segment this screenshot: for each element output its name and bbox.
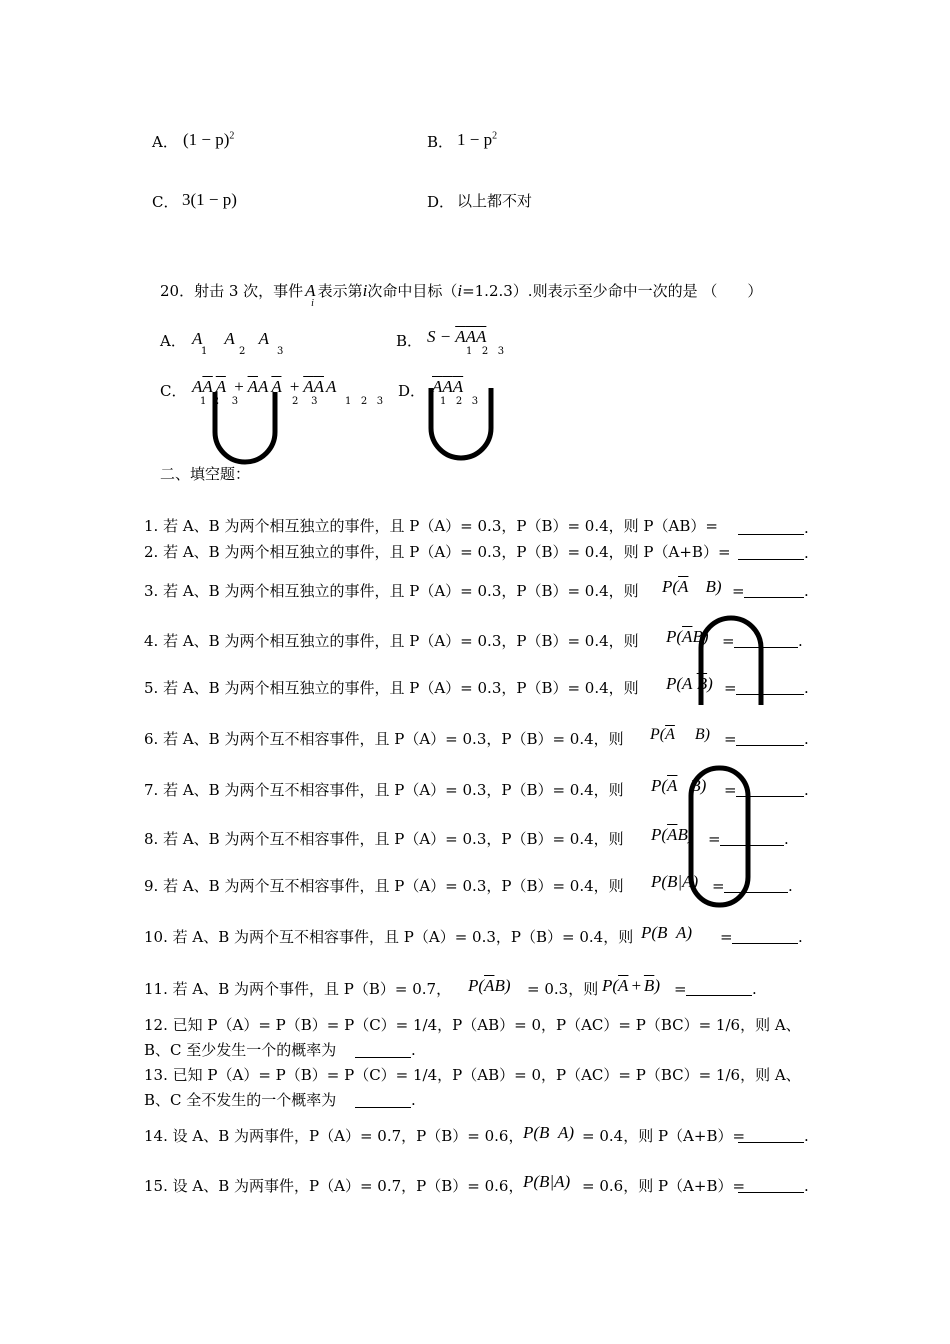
fill-question-14: 14. 设 A、B 为两事件，P（A）= 0.7，P（B）= 0.6， [144,1127,524,1145]
math-expression-15: P(B|A) [523,1172,571,1191]
option-c-label: C． [152,193,179,211]
fill-question-13-line2: B、C 全不发生的一个概率为 [144,1091,337,1109]
math-expression-10: P(B A) [641,923,692,942]
fill-question-15: 15. 设 A、B 为两事件，P（A）= 0.7，P（B）= 0.6， [144,1177,524,1195]
fill-question-9: 9. 若 A、B 为两个互不相容事件，且 P（A）= 0.3，P（B）= 0.4，则 [144,877,624,895]
option-c-expression: 3(1 − p) [182,190,237,209]
q20-option-c-expression: $A\overline{A}$ $\overline{A} + \overline{A}A$ $\overline{A} + \overline{A}\overline{A}$ A [192,377,337,396]
fill-question-10: 10. 若 A、B 为两个互不相容事件，且 P（A）= 0.3，P（B）= 0.4，则 [144,928,634,946]
math-expression-5: P(A $\overline{B}$) [666,674,713,693]
option-a-expression: $(1 - p)^2$ [183,130,235,149]
option-b-label: B． [427,133,454,151]
math-expression-11a: $P(\overline{A}B)$ [468,976,511,995]
q20-option-d-label: D． [398,382,426,400]
oval-stroke [691,768,748,905]
q20-option-d-expression: AAA [432,377,464,396]
event-symbol: A i [305,281,316,309]
fill-question-5: 5. 若 A、B 为两个相互独立的事件，且 P（A）= 0.3，P（B）= 0.4，则 [144,679,639,697]
fill-question-7: 7. 若 A、B 为两个互不相容事件，且 P（A）= 0.3，P（B）= 0.4，则 [144,781,624,799]
math-expression-11b: $P(\overline{A} + \overline{B})$ [602,976,660,995]
fill-question-2: 2. 若 A、B 为两个相互独立的事件，且 P（A）= 0.3，P（B）= 0.4，则 P（A+B）= [144,543,731,561]
q20-option-b-expression: S − AAA [427,327,487,346]
fill-question-13-line1: 13. 已知 P（A）= P（B）= P（C）= 1/4，P（AB）= 0，P（AC）= P（BC）= 1/6，则 A、 [144,1066,801,1084]
math-expression-6: $P(\overline{A}$ B) [650,726,710,743]
section-title: 二、填空题： [160,465,251,483]
fill-question-6: 6. 若 A、B 为两个互不相容事件，且 P（A）= 0.3，P（B）= 0.4，则 [144,730,624,748]
option-d-label: D． [427,193,455,211]
math-expression-7: $P(\overline{A}$ B) [651,776,707,795]
option-b-expression: $1 - p^2$ [457,130,498,149]
q20-option-a-expression: A A A [192,329,270,348]
u-shape-stroke-1 [215,392,275,462]
fill-question-12-line1: 12. 已知 P（A）= P（B）= P（C）= 1/4，P（AB）= 0，P（AC）= P（BC）= 1/6，则 A、 [144,1016,801,1034]
math-expression-3: $P(\overline{A}$ B) [662,577,722,596]
fill-question-1: 1. 若 A、B 为两个相互独立的事件，且 P（A）= 0.3，P（B）= 0.4，则 P（AB）= [144,517,718,535]
question-20-stem: 20．射击 3 次，事件 A i 表示第i次命中目标（i=1.2.3）.则表示至少命中一次的是 （ ） [160,281,763,309]
q20-option-c-label: C． [160,382,187,400]
math-expression-4: $P(\overline{A}B)$ [666,627,709,646]
q20-option-a-label: A． [160,332,186,350]
fill-question-3: 3. 若 A、B 为两个相互独立的事件，且 P（A）= 0.3，P（B）= 0.4，则 [144,582,639,600]
fill-question-11: 11. 若 A、B 为两个事件，且 P（B）= 0.7， [144,980,452,998]
u-shape-stroke-2 [431,388,491,458]
fill-question-4: 4. 若 A、B 为两个相互独立的事件，且 P（A）= 0.3，P（B）= 0.4，则 [144,632,639,650]
option-a-label: A． [152,133,178,151]
n-shape-stroke [701,618,761,705]
q20-option-b-label: B． [396,332,423,350]
fill-question-12-line2: B、C 至少发生一个的概率为 [144,1041,337,1059]
option-d-text: 以上都不对 [457,192,533,210]
math-expression-14: P(B A) [523,1123,574,1142]
math-expression-8: $P(\overline{A}B)$ [651,825,694,844]
fill-question-8: 8. 若 A、B 为两个互不相容事件，且 P（A）= 0.3，P（B）= 0.4，则 [144,830,624,848]
math-expression-9: P(B|A) [651,872,699,891]
